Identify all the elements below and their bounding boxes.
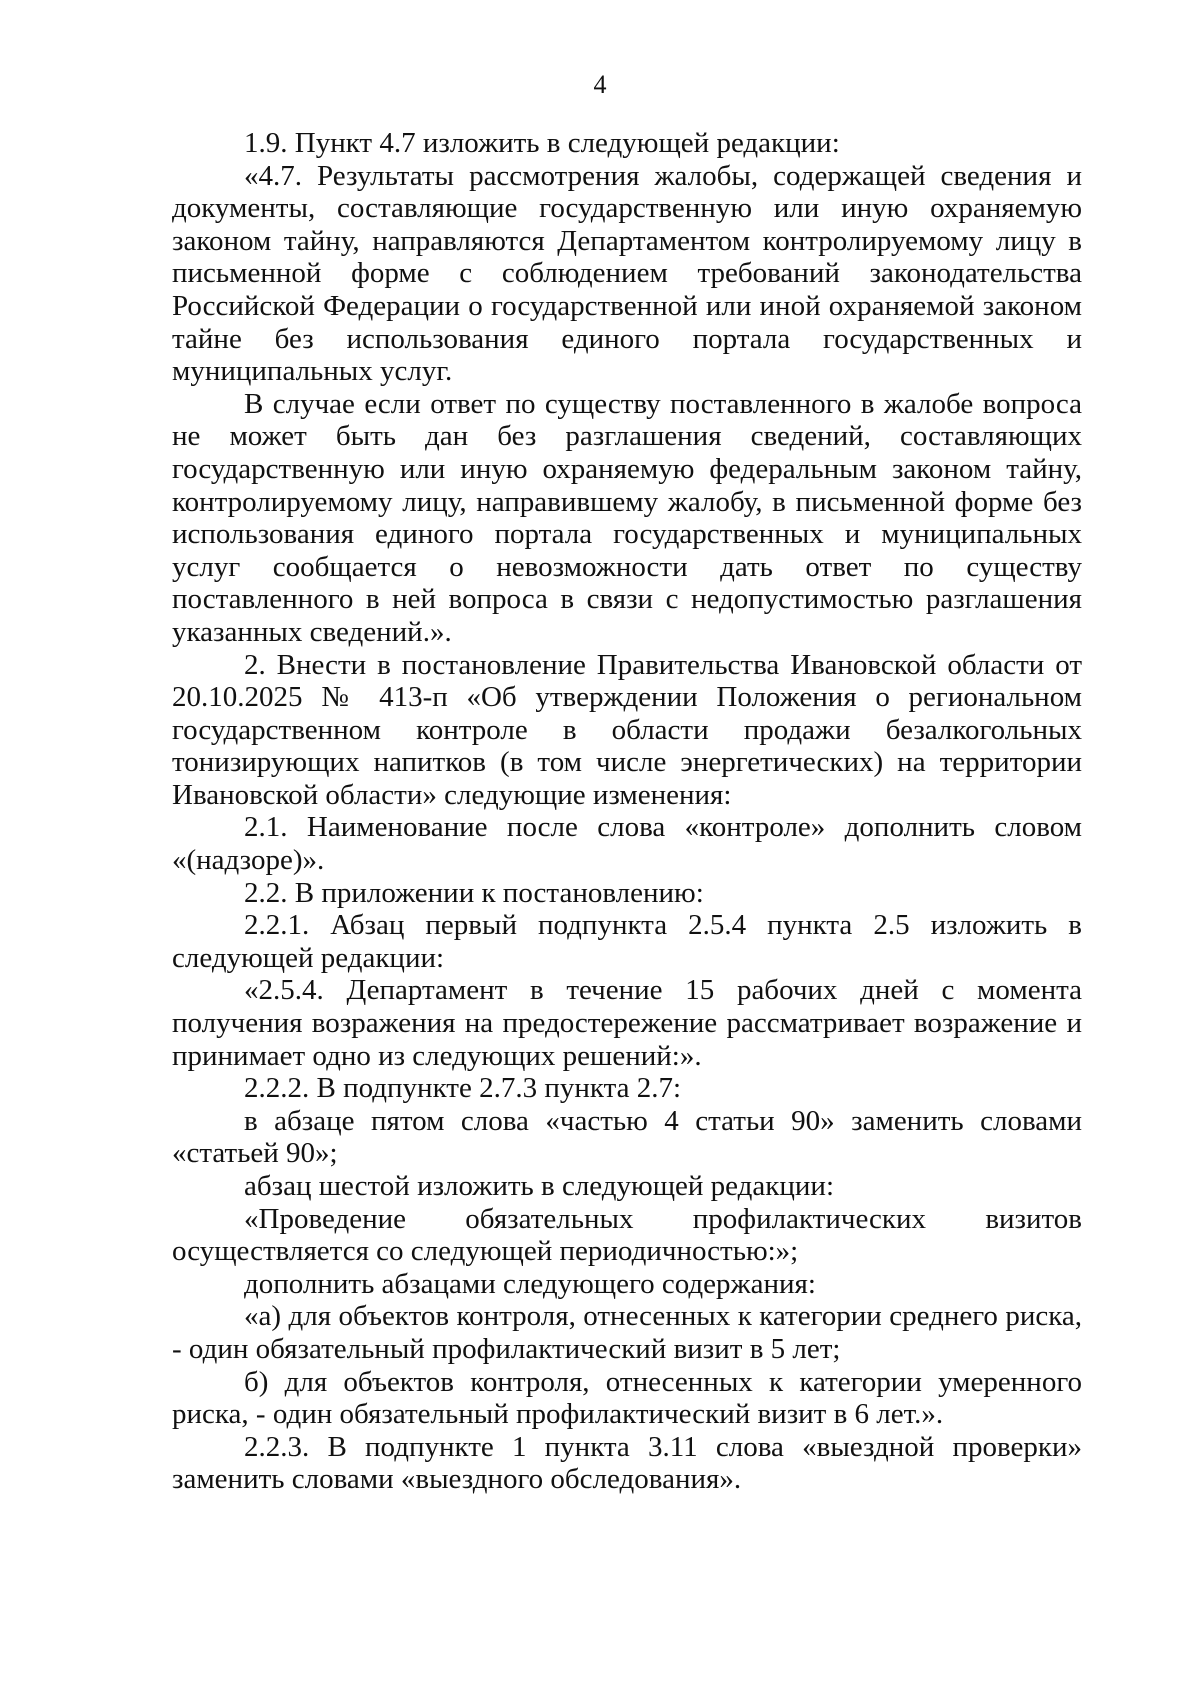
paragraph-2-2-2: 2.2.2. В подпункте 2.7.3 пункта 2.7: [244,1072,682,1105]
paragraph-2-5-4-quote: «2.5.4. Департамент в течение 15 рабочих дней с момента получения возражения на предостережение рассматривает возражение и принимает одно из следующих решений:». [172,974,1082,1072]
paragraph-2-2-3: 2.2.3. В подпункте 1 пункта 3.11 слова «выездной проверки» заменить словами «выездного обследования». [172,1430,1082,1496]
document-body [172,127,1082,1496]
paragraph-add-abzacs: дополнить абзацами следующего содержания: [244,1267,816,1300]
paragraph-item-a: «а) для объектов контроля, отнесенных к категории среднего риска, - один обязательный профилактический визит в 5 лет; [172,1300,1082,1365]
paragraph-1-9: 1.9. Пункт 4.7 изложить в следующей редакции: [244,127,840,159]
paragraph-4-7-quote: «4.7. Результаты рассмотрения жалобы, содержащей сведения и документы, составляющие государственную или иную охраняемую законом тайну, направляются Департаментом контролируемому лицу в письменной форме с соблюдением требований законодательства Российской Федерации о государственной или иной охраняемой законом тайне без использования единого портала государственных и муниципальных услуг. [172,159,1082,388]
paragraph-item-b: б) для объектов контроля, отнесенных к категории умеренного риска, - один обязательный профилактический визит в 6 лет.». [172,1365,1082,1431]
paragraph-2-2-1: 2.2.1. Абзац первый подпункта 2.5.4 пункта 2.5 изложить в следующей редакции: [172,909,1082,974]
paragraph-visits-quote: «Проведение обязательных профилактических визитов осуществляется со следующей периодичностью:»; [172,1202,1082,1268]
paragraph-abzac-6: абзац шестой изложить в следующей редакции: [244,1170,834,1202]
paragraph-2: 2. Внести в постановление Правительства Ивановской области от 20.10.2025 № 413-п «Об утверждении Положения о региональном государственном контроле в области продажи безалкогольных тонизирующих напитков (в том числе энергетических) на территории Ивановской области» следующие изменения: [172,648,1082,811]
paragraph-abzac-5: в абзаце пятом слова «частью 4 статьи 90» заменить словами «статьей 90»; [172,1104,1082,1170]
paragraph-2-1: 2.1. Наименование после слова «контроле» дополнить словом «(надзоре)». [172,811,1082,877]
page-number: 4 [593,70,607,99]
paragraph-secret-case: В случае если ответ по существу поставленного в жалобе вопроса не может быть дан без разглашения сведений, составляющих государственную или иную охраняемую федеральным законом тайну, контролируемому лицу, направившему жалобу, в письменной форме без использования единого портала государственных и муниципальных услуг сообщается о невозможности дать ответ по существу поставленного в ней вопроса в связи с недопустимостью разглашения указанных сведений.». [172,387,1082,648]
paragraph-2-2: 2.2. В приложении к постановлению: [244,876,704,909]
